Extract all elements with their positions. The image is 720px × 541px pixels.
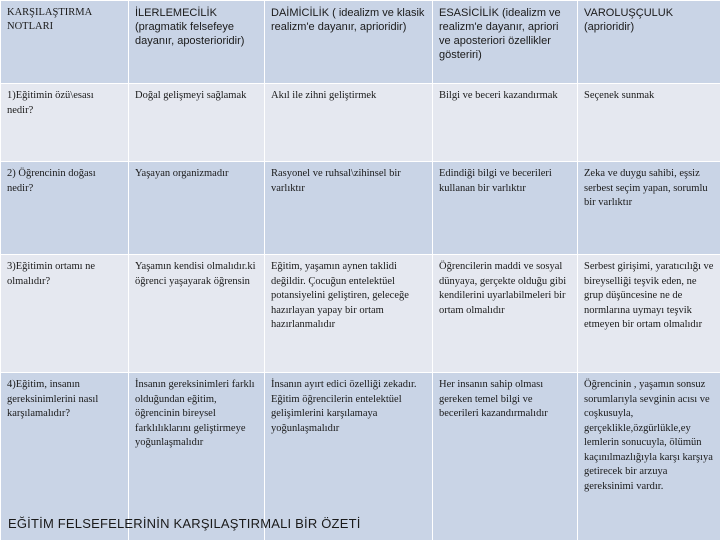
table-cell: Eğitim, yaşamın aynen taklidi değildir. Çocuğun entelektüel potansiyelini geliştiren, geleceğe hazırlayan yapay bir ortam hazırlanmalıdır [265, 255, 433, 373]
table-row [1, 255, 720, 373]
table-cell: Rasyonel ve ruhsal\zihinsel bir varlıktır [265, 162, 433, 255]
table-cell: Seçenek sunmak [578, 84, 720, 162]
header-cell-comparison-notes: KARŞILAŞTIRMA NOTLARI [1, 1, 129, 84]
row-question-cell: 3)Eğitimin ortamı ne olmalıdır? [1, 255, 129, 373]
table-cell: Yaşayan organizmadır [129, 162, 265, 255]
table-cell: Yaşamın kendisi olmalıdır.ki öğrenci yaşayarak öğrensin [129, 255, 265, 373]
table-cell: İnsanın ayırt edici özelliği zekadır. Eğitim öğrencilerin entelektüel gelişimlerini karşılamaya yoğunlaşmalıdır [265, 373, 433, 541]
header-cell-perennialism: DAİMİCİLİK ( idealizm ve klasik realizm'e dayanır, aprioridir) [265, 1, 433, 84]
table-header-row [1, 1, 720, 84]
table-cell: Bilgi ve beceri kazandırmak [433, 84, 578, 162]
row-question-cell: 4)Eğitim, insanın gereksinimlerini nasıl karşılamalıdır? [1, 373, 129, 541]
header-cell-essentialism: ESASİCİLİK (idealizm ve realizm'e dayanır, apriori ve aposteriori özellikler gösteriri) [433, 1, 578, 84]
row-question-cell: 1)Eğitimin özü\esası nedir? [1, 84, 129, 162]
table-cell: Akıl ile zihni geliştirmek [265, 84, 433, 162]
table-cell: Zeka ve duygu sahibi, eşsiz serbest seçim yapan, sorumlu bir varlıktır [578, 162, 720, 255]
table-cell: Öğrencilerin maddi ve sosyal dünyaya, gerçekte olduğu gibi kendilerini uyarlabilmeleri bir ortam olmalıdır [433, 255, 578, 373]
table-row [1, 84, 720, 162]
header-cell-existentialism: VAROLUŞÇULUK (aprioridir) [578, 1, 720, 84]
table-cell: Serbest girişimi, yaratıcılığı ve bireyselliği teşvik eden, ne grup düşüncesine ne de normlarına uymayı teşvik etmeyen bir ortam olmalıdır [578, 255, 720, 373]
slide-caption: EĞİTİM FELSEFELERİNİN KARŞILAŞTIRMALI BİR ÖZETİ [8, 516, 361, 531]
table-cell: Doğal gelişmeyi sağlamak [129, 84, 265, 162]
row-question-cell: 2) Öğrencinin doğası nedir? [1, 162, 129, 255]
table-cell: Öğrencinin , yaşamın sonsuz sorumlarıyla sevginin acısı ve coşkusuyla, gerçeklikle,özgürlükle,ey lemlerin sonucuyla, ölümün kaçınılmazlığıyla karşı karşıya getirecek bir arzuya gereksinimi vardır. [578, 373, 720, 541]
table-cell: Edindiği bilgi ve becerileri kullanan bir varlıktır [433, 162, 578, 255]
header-cell-progressivism: İLERLEMECİLİK (pragmatik felsefeye dayanır, aposterioridir) [129, 1, 265, 84]
table-cell: Her insanın sahip olması gereken temel bilgi ve becerileri kazandırmalıdır [433, 373, 578, 541]
table-row [1, 162, 720, 255]
table-cell: İnsanın gereksinimleri farklı olduğundan eğitim, öğrencinin bireysel farklılıklarını geliştirmeye yoğunlaşmalıdır [129, 373, 265, 541]
